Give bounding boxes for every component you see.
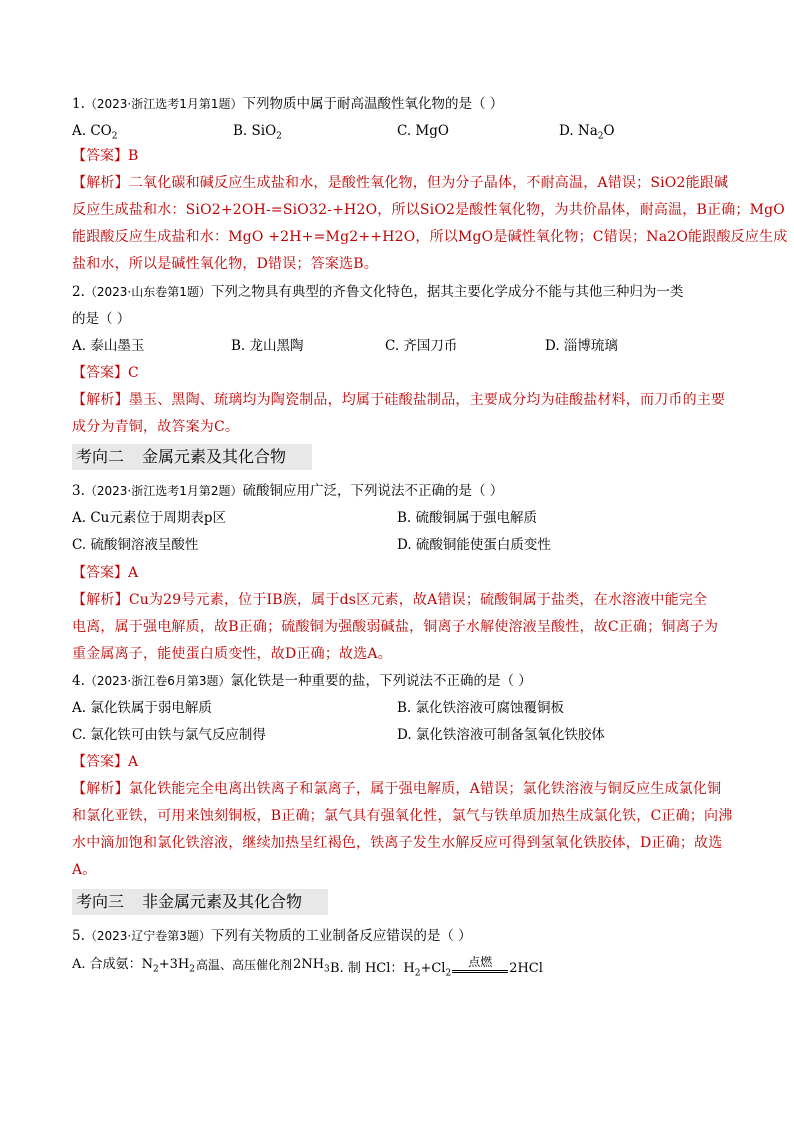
q4-option-a: A. 氯化铁属于弱电解质: [72, 700, 212, 716]
q1-option-b: B. SiO$_2$: [233, 123, 282, 142]
q2-option-a: A. 泰山墨玉: [72, 338, 145, 354]
q3-stem: 3.（2023·浙江选考1月第2题）硫酸铜应用广泛，下列说法不正确的是（ ）: [72, 483, 504, 499]
q1-explanation-line: 反应生成盐和水：SiO2+2OH-=SiO32-+H2O，所以SiO2是酸性氧化物，为共价晶体，耐高温，B正确；MgO: [72, 202, 785, 218]
q3-explanation-line: 电离，属于强电解质，故B正确；硫酸铜为强酸弱碱盐，铜离子水解使溶液呈酸性，故C正确；铜离子为: [72, 619, 719, 635]
q3-option-b: B. 硫酸铜属于强电解质: [397, 510, 538, 526]
q1-stem: 1.（2023·浙江选考1月第1题）下列物质中属于耐高温酸性氧化物的是（ ）: [72, 96, 504, 112]
q4-option-d: D. 氯化铁溶液可制备氢氧化铁胶体: [397, 727, 605, 743]
q3-answer: 【答案】A: [72, 565, 139, 581]
q4-explanation-line: 【解析】氯化铁能完全电离出铁离子和氯离子，属于强电解质，A错误；氯化铁溶液与铜反应生成氯化铜: [72, 781, 722, 797]
q4-explanation-line: 和氯化亚铁，可用来蚀刻铜板，B正确；氯气具有强氧化性，氯气与铁单质加热生成氯化铁，C正确；向沸: [72, 808, 733, 824]
q1-explanation-line: 盐和水，所以是碱性氧化物，D错误；答案选B。: [72, 256, 378, 272]
q4-source: （2023·浙江卷6月第3题）: [84, 674, 231, 688]
q2-explanation-line: 【解析】墨玉、黑陶、琉璃均为陶瓷制品，均属于硅酸盐制品，主要成分均为硅酸盐材料，而刀币的主要: [72, 392, 726, 408]
q2-explanation-line: 成分为青铜，故答案为C。: [72, 419, 240, 435]
q3-source: （2023·浙江选考1月第2题）: [84, 484, 243, 498]
q4-explanation-line: A。: [72, 862, 97, 878]
q3-explanation-line: 重金属离子，能使蛋白质变性，故D正确；故选A。: [72, 646, 392, 662]
q5-option-b: B. 制 HCl：$H_2+Cl_2$点燃 2HCl: [330, 955, 543, 979]
q3-option-c: C. 硫酸铜溶液呈酸性: [72, 537, 199, 553]
q1-option-a: A. $CO_2$: [72, 123, 118, 142]
q1-explanation-line: 能跟酸反应生成盐和水：MgO +2H+=Mg2++H2O，所以MgO是碱性氧化物；C错误；Na2O能跟酸反应生成: [72, 229, 788, 245]
q2-option-d: D. 淄博琉璃: [545, 338, 618, 354]
q4-stem: 4.（2023·浙江卷6月第3题）氯化铁是一种重要的盐，下列说法不正确的是（ ）: [72, 673, 532, 689]
q1-explanation-line: 【解析】二氧化碳和碱反应生成盐和水，是酸性氧化物，但为分子晶体，不耐高温，A错误；SiO2能跟碱: [72, 175, 729, 191]
q1-option-d: D. $Na_2O$: [559, 123, 615, 142]
q1-option-c: C. MgO: [397, 123, 449, 139]
section-heading-nonmetals: 考向三 非金属元素及其化合物: [72, 889, 328, 915]
q2-stem-cont: 的是（ ）: [72, 311, 131, 327]
q1-source: （2023·浙江选考1月第1题）: [84, 97, 243, 111]
q5-option-a: A. 合成氨：$N_2+3H_2$高温、高压催化剂$2NH_3$: [72, 957, 330, 975]
q1-answer: 【答案】B: [72, 148, 139, 164]
q5-stem: 5.（2023·辽宁卷第3题）下列有关物质的工业制备反应错误的是（ ）: [72, 928, 472, 944]
q2-option-b: B. 龙山黑陶: [231, 338, 304, 354]
q2-option-c: C. 齐国刀币: [385, 338, 458, 354]
q2-source: （2023·山东卷第1题）: [84, 285, 211, 299]
section-heading-metals: 考向二 金属元素及其化合物: [72, 444, 312, 470]
q5-source: （2023·辽宁卷第3题）: [84, 929, 211, 943]
q4-explanation-line: 水中滴加饱和氯化铁溶液，继续加热呈红褐色，铁离子发生水解反应可得到氢氧化铁胶体，D正确；故选: [72, 835, 723, 851]
q4-option-c: C. 氯化铁可由铁与氯气反应制得: [72, 727, 266, 743]
q3-option-d: D. 硫酸铜能使蛋白质变性: [397, 537, 551, 553]
q2-stem: 2.（2023·山东卷第1题）下列之物具有典型的齐鲁文化特色，据其主要化学成分不能与其他三种归为一类: [72, 284, 684, 300]
q4-answer: 【答案】A: [72, 754, 139, 770]
q4-option-b: B. 氯化铁溶液可腐蚀覆铜板: [397, 700, 565, 716]
q3-option-a: A. Cu元素位于周期表p区: [72, 510, 226, 526]
q2-answer: 【答案】C: [72, 365, 139, 381]
q3-explanation-line: 【解析】Cu为29号元素，位于IB族，属于ds区元素，故A错误；硫酸铜属于盐类，在水溶液中能完全: [72, 592, 708, 608]
